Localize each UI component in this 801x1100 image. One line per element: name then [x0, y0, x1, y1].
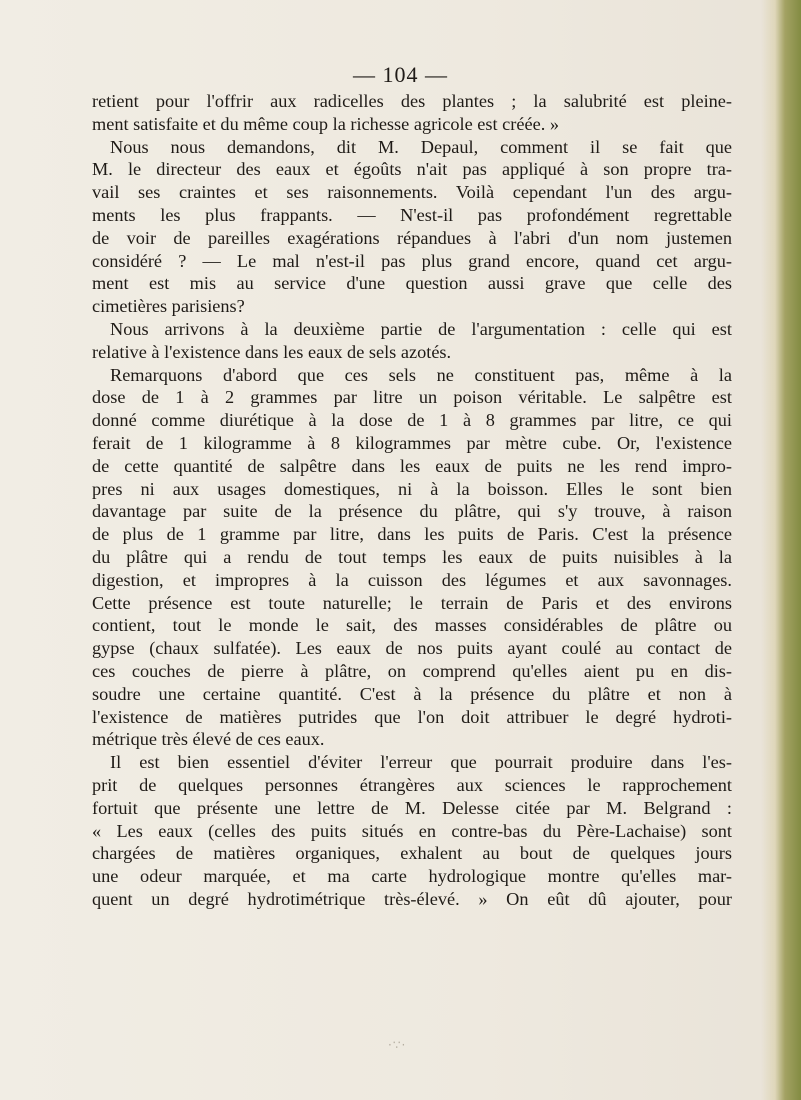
text-line: gypse (chaux sulfatée). Les eaux de nos puits ayant coulé au contact de — [92, 638, 732, 659]
page-number: — 104 — — [353, 62, 448, 87]
ink-smudge: ·∵· — [388, 1038, 407, 1052]
body-text — [92, 90, 732, 911]
text-line: davantage par suite de la présence du plâtre, qui s'y trouve, à raison — [92, 501, 732, 522]
text-line: pres ni aux usages domestiques, ni à la boisson. Elles le sont bien — [92, 478, 732, 499]
text-line: contient, tout le monde le sait, des masses considérables de plâtre ou — [92, 615, 732, 636]
text-line: ment satisfaite et du même coup la richesse agricole est créée. » — [92, 113, 559, 134]
text-line: de plus de 1 gramme par litre, dans les puits de Paris. C'est la présence — [92, 524, 732, 545]
text-line: Remarquons d'abord que ces sels ne constituent pas, même à la — [110, 364, 732, 385]
text-line: digestion, et impropres à la cuisson des légumes et aux savonnages. — [92, 569, 732, 590]
text-line: fortuit que présente une lettre de M. Delesse citée par M. Belgrand : — [92, 797, 732, 818]
text-line: métrique très élevé de ces eaux. — [92, 729, 325, 750]
text-line: dose de 1 à 2 grammes par litre un poison véritable. Le salpêtre est — [92, 387, 732, 408]
text-line: du plâtre qui a rendu de tout temps les eaux de puits nuisibles à la — [92, 546, 732, 567]
text-line: une odeur marquée, et ma carte hydrologique montre qu'elles mar- — [92, 866, 732, 887]
text-line: l'existence de matières putrides que l'on doit attribuer le degré hydroti- — [92, 706, 732, 727]
text-line: quent un degré hydrotimétrique très-élevé. » On eût dû ajouter, pour — [92, 888, 732, 909]
text-line: M. le directeur des eaux et égoûts n'ait pas appliqué à son propre tra- — [92, 159, 732, 180]
text-line: Il est bien essentiel d'éviter l'erreur que pourrait produire dans l'es- — [110, 752, 732, 773]
page-edge-discoloration — [761, 0, 801, 1100]
text-line: considéré ? — Le mal n'est-il pas plus grand encore, quand cet argu- — [92, 250, 732, 271]
text-line: relative à l'existence dans les eaux de sels azotés. — [92, 341, 452, 362]
text-line: « Les eaux (celles des puits situés en contre-bas du Père-Lachaise) sont — [92, 820, 732, 841]
text-line: cimetières parisiens? — [92, 296, 245, 317]
text-line: chargées de matières organiques, exhalent au bout de quelques jours — [92, 843, 732, 864]
text-line: vail ses craintes et ses raisonnements. Voilà cependant l'un des argu- — [92, 182, 732, 203]
text-line: Nous arrivons à la deuxième partie de l'argumentation : celle qui est — [110, 318, 732, 339]
text-line: ment est mis au service d'une question aussi grave que celle des — [92, 273, 732, 294]
text-line: ces couches de pierre à plâtre, on comprend qu'elles aient pu en dis- — [92, 660, 732, 681]
text-line: soudre une certaine quantité. C'est à la présence du plâtre et non à — [92, 683, 732, 704]
text-line: ferait de 1 kilogramme à 8 kilogrammes par mètre cube. Or, l'existence — [92, 432, 732, 453]
text-line: Nous nous demandons, dit M. Depaul, comment il se fait que — [110, 136, 732, 157]
text-line: prit de quelques personnes étrangères aux sciences le rapprochement — [92, 774, 732, 795]
text-line: retient pour l'offrir aux radicelles des plantes ; la salubrité est pleine- — [92, 91, 732, 111]
text-line: de cette quantité de salpêtre dans les eaux de puits ne les rend impro- — [92, 455, 732, 476]
text-line: Cette présence est toute naturelle; le terrain de Paris et des environs — [92, 592, 732, 613]
text-line: ments les plus frappants. — N'est-il pas profondément regrettable — [92, 204, 732, 225]
text-line: donné comme diurétique à la dose de 1 à 8 grammes par litre, ce qui — [92, 410, 732, 431]
text-line: de voir de pareilles exagérations répandues à l'abri d'un nom justemen — [92, 227, 732, 248]
